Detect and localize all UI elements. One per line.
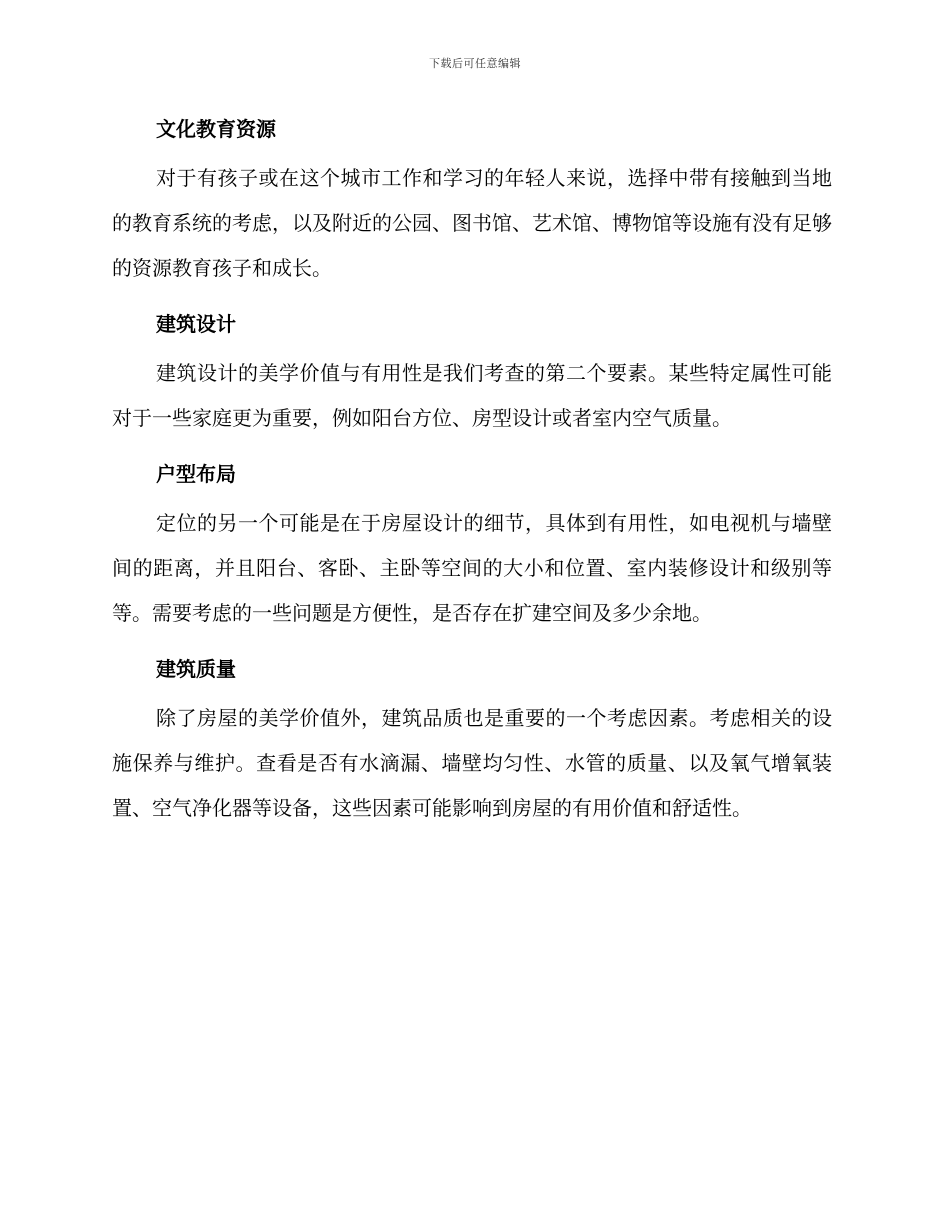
- section-heading: 户型布局: [156, 462, 236, 486]
- section-architecture-design: [112, 303, 832, 441]
- section-heading: 文化教育资源: [156, 117, 276, 141]
- section-paragraph: 定位的另一个可能是在于房屋设计的细节，具体到有用性，如电视机与墙壁间的距离，并且阳台、客卧、主卧等空间的大小和位置、室内装修设计和级别等等。需要考虑的一些问题是方便性，是否存在扩建空间及多少余地。: [112, 511, 832, 625]
- section-paragraph: 对于有孩子或在这个城市工作和学习的年轻人来说，选择中带有接触到当地的教育系统的考虑，以及附近的公园、图书馆、艺术馆、博物馆等设施有没有足够的资源教育孩子和成长。: [112, 166, 832, 280]
- section-heading: 建筑设计: [156, 312, 236, 336]
- section-floor-plan: [112, 453, 832, 636]
- section-paragraph: 建筑设计的美学价值与有用性是我们考查的第二个要素。某些特定属性可能对于一些家庭更为重要，例如阳台方位、房型设计或者室内空气质量。: [112, 361, 832, 430]
- section-paragraph: 除了房屋的美学价值外，建筑品质也是重要的一个考虑因素。考虑相关的设施保养与维护。查看是否有水滴漏、墙壁均匀性、水管的质量、以及氧气增氧装置、空气净化器等设备，这些因素可能影响到房屋的有用价值和舒适性。: [112, 706, 832, 820]
- document-content: [112, 108, 832, 843]
- section-education: [112, 108, 832, 291]
- section-building-quality: [112, 648, 832, 831]
- page-header: 下载后可任意编辑: [429, 57, 521, 70]
- section-heading: 建筑质量: [156, 657, 236, 681]
